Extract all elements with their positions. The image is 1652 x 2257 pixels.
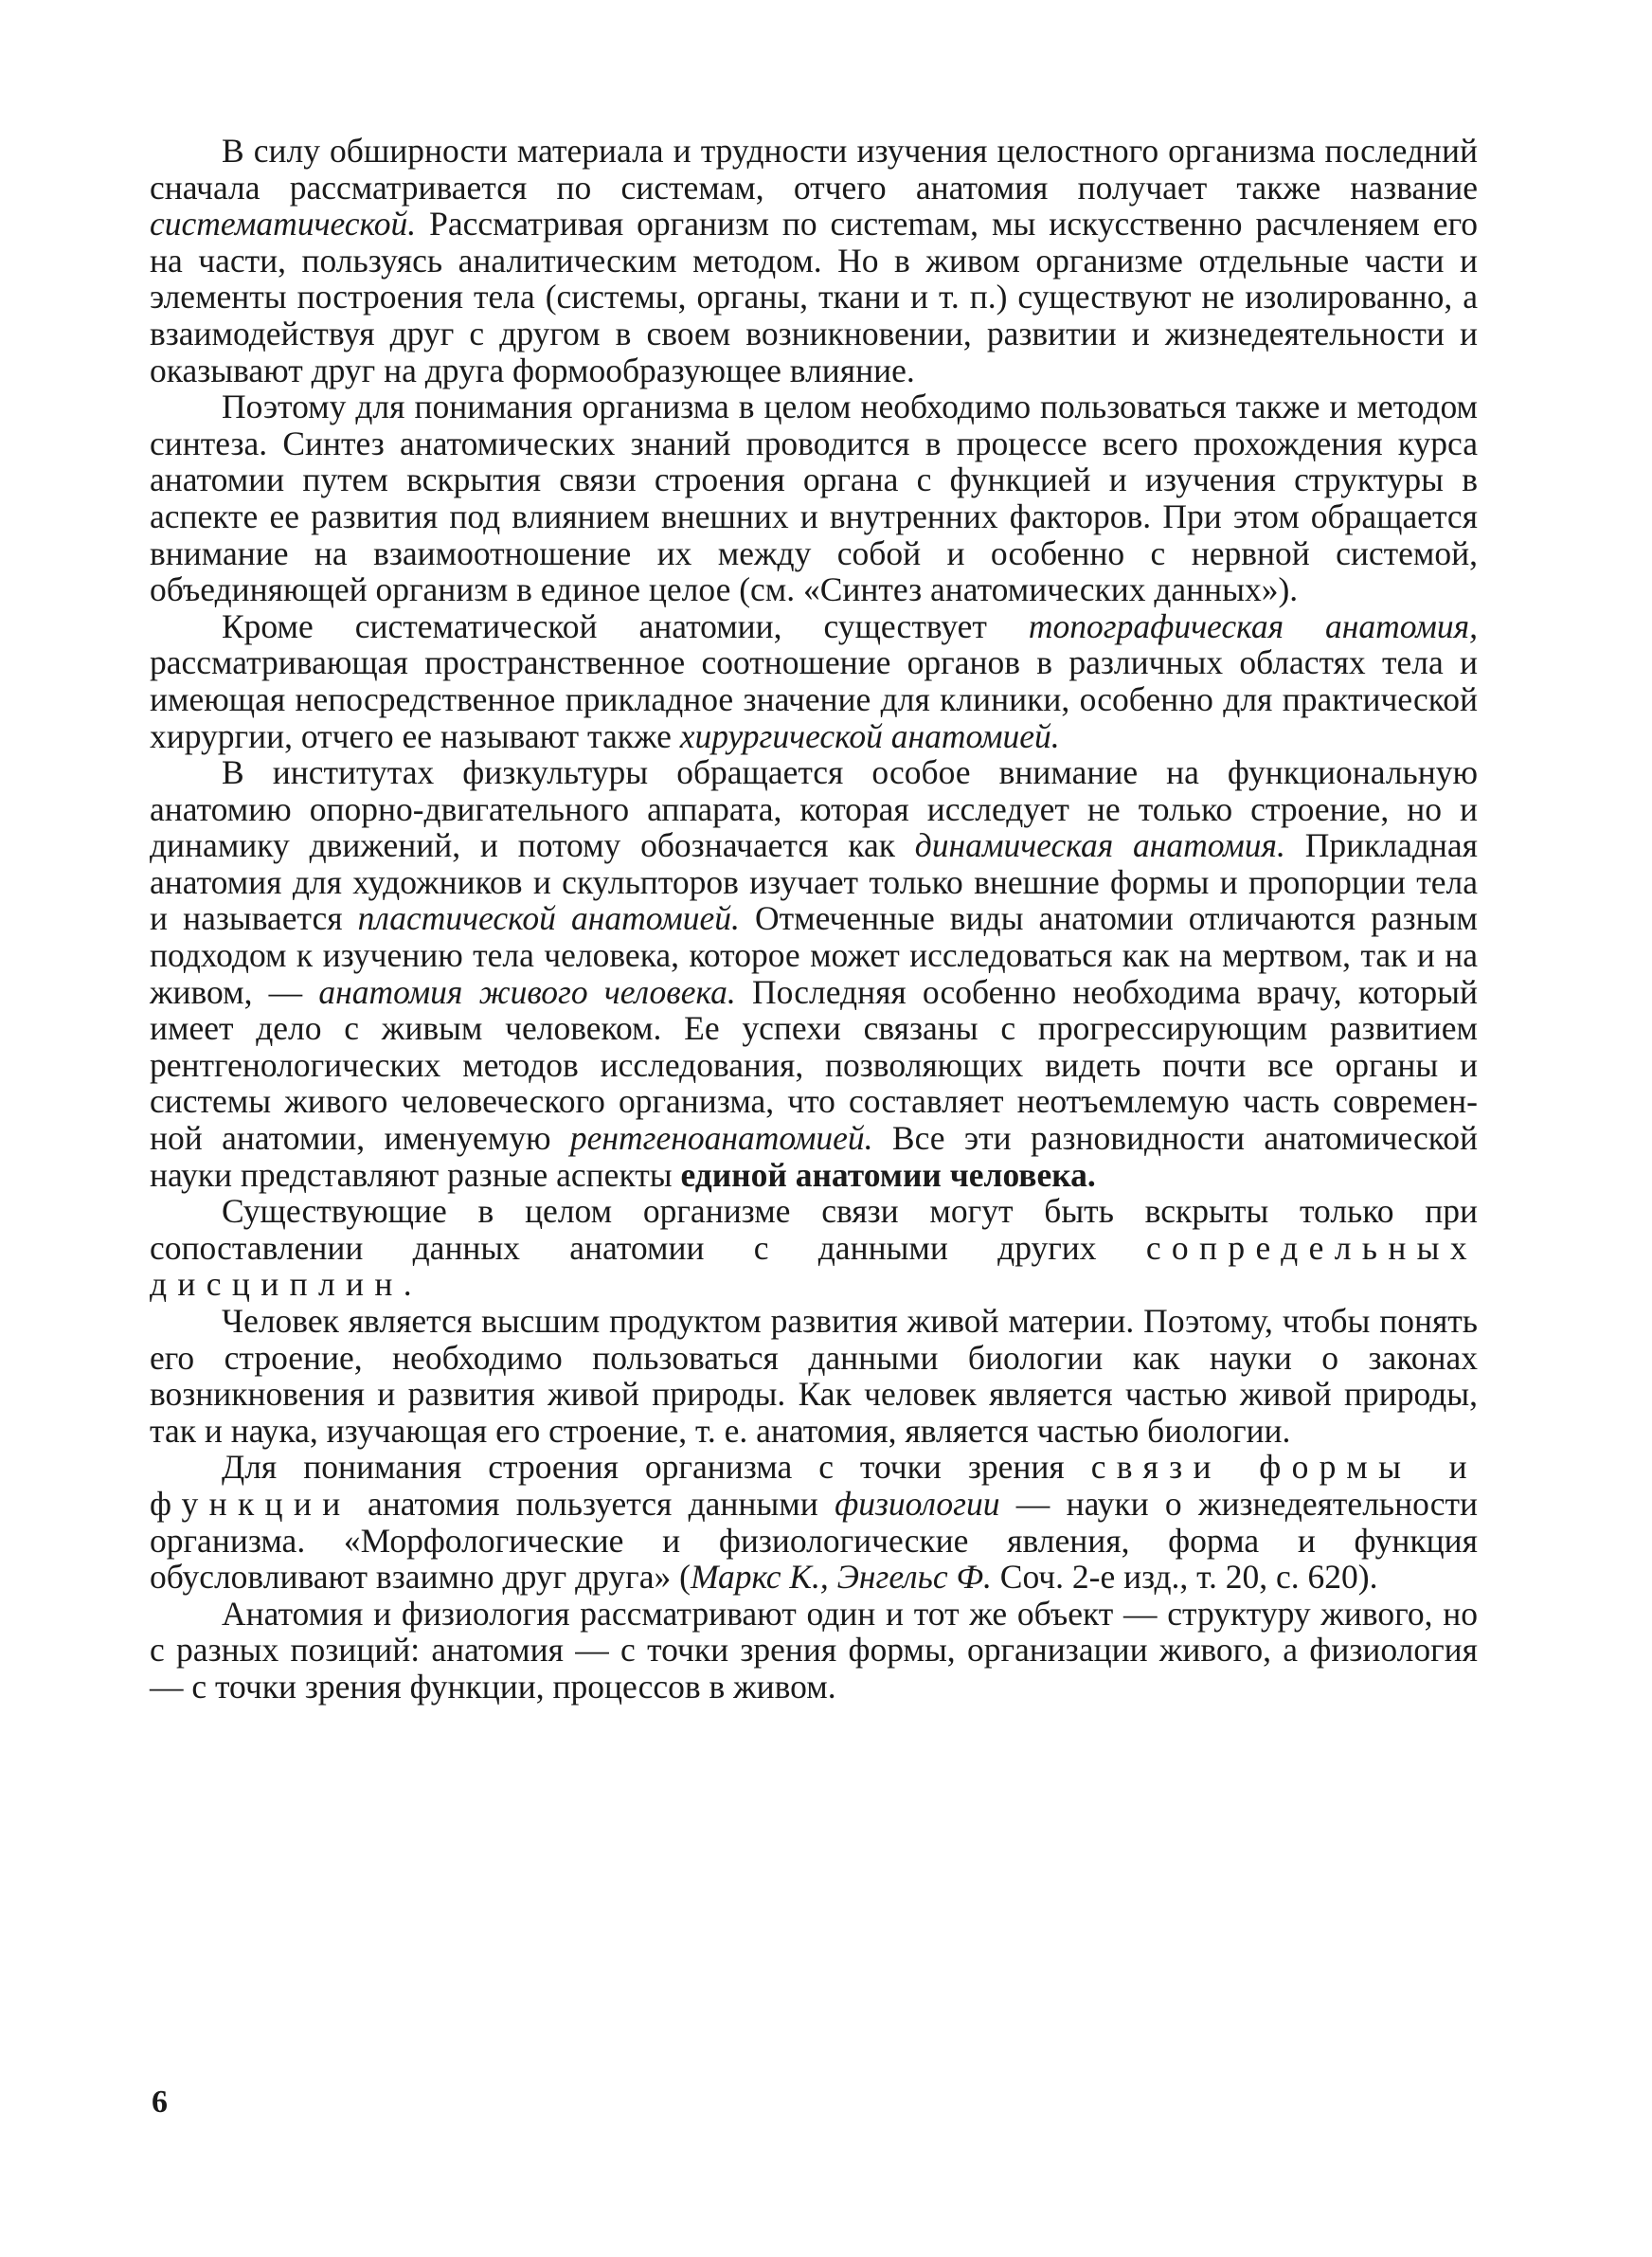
paragraph-biology-run-0: Человек является высшим продуктом развития живой материи. Поэтому, чтобы понять его строение, необходимо пользоваться данными биологии как науки о законах возникновения и развития живой природы. Как человек является частью живой природы, так и наука, изучающая его строение, т. е. анатомия, является частью биологии. xyxy=(150,1302,1478,1450)
paragraph-synthesis-run-0: Поэтому для понимания организма в целом необходимо пользоваться также и методом синтеза. Синтез анатомических знаний проводится в процессе всего прохождения курса анатомии путем вскрытия связи строения органа с функцией и изучения структуры в аспекте ее развития под влиянием внешних и внутренних факторов. При этом обращается внимание на взаимоотношение их между собой и особенно с нервной системой, объединяющей организм в единое целое (см. «Синтез анатомических данных»). xyxy=(150,388,1478,609)
paragraph-anatomy-physiology xyxy=(150,1596,1478,1706)
page-body xyxy=(150,133,1478,1706)
paragraph-physiology-run-3: физиологии xyxy=(835,1484,1000,1523)
paragraph-physiology-run-5: Маркс К., Энгельс Ф. xyxy=(690,1558,992,1597)
paragraph-anatomy-physiology-run-0: Анатомия и физиология рассматривают один и тот же объект — структуру живого, но с разных позиций: анатомия — с точки зрения формы, организации живого, а физиология — с точки зрения функции, процессов в живом. xyxy=(150,1594,1478,1706)
paragraph-dynamic-run-6: Последняя особенно необходима врачу, который имеет дело с живым человеком. Ее успехи связаны с прогрессирующим развитием рентгенологических методов исследования, позволяющих видеть почти все органы и системы живого человеческого организма, что составляет неотъемлемую часть современной анатомии, именуемую xyxy=(150,972,1478,1158)
paragraph-topographic xyxy=(150,608,1478,754)
paragraph-dynamic-run-4: Отмеченные виды анатомии отличаются разным подходом к изучению тела человека, которое может исследоваться как на мертвом, так и на живом, — xyxy=(150,899,1478,1011)
paragraph-topographic-run-1: топографическая анатомия, xyxy=(1028,606,1478,645)
paragraph-dynamic-run-9: единой анатомии человека. xyxy=(680,1155,1096,1194)
paragraph-systematic xyxy=(150,133,1478,388)
paragraph-physiology xyxy=(150,1449,1478,1595)
paragraph-topographic-run-0: Кроме систематической анатомии, существует xyxy=(222,606,1029,645)
paragraph-synthesis xyxy=(150,388,1478,608)
paragraph-dynamic-run-5: анатомия живого человека. xyxy=(318,972,736,1011)
paragraph-dynamic-run-3: пластической анатомией. xyxy=(357,899,740,938)
paragraph-dynamic-run-8: Все эти разновидности анатомической науки представляют разные аспекты xyxy=(150,1119,1478,1194)
paragraph-systematic-run-0: В силу обширности материала и трудности изучения целостного организма последний сначала рассматривается по системам, отчего анатомия получает также название xyxy=(150,132,1478,207)
paragraph-systematic-run-1: систематической. xyxy=(150,205,417,244)
paragraph-topographic-run-3: хирургической анатомией. xyxy=(679,716,1060,755)
paragraph-biology xyxy=(150,1303,1478,1449)
paragraph-physiology-run-1: связи формы и функции xyxy=(150,1448,1478,1523)
paragraph-dynamic-run-2: Прикладная анатомия для художников и скульпторов изучает только внешние формы и пропорции тела и называется xyxy=(150,826,1478,938)
paragraph-dynamic xyxy=(150,754,1478,1193)
paragraph-physiology-run-0: Для понимания строения организма с точки зрения xyxy=(222,1448,1091,1487)
paragraph-related-disciplines-run-0: Существующие в целом организме связи могут быть вскрыты только при сопоставлении данных анатомии с данными других xyxy=(150,1192,1478,1267)
page-number: 6 xyxy=(152,2085,168,2120)
paragraph-dynamic-run-7: рентгеноанатомией. xyxy=(569,1119,873,1158)
paragraph-topographic-run-2: рассматривающая пространственное соотношение органов в различных областях тела и имеющая непосредственное прикладное значение для клиники, особенно для практической хирургии, отчего ее называют также xyxy=(150,643,1478,755)
paragraph-dynamic-run-0: В институтах физкультуры обращается особое внимание на функциональную анатомию опорно-двигательного аппарата, которая исследует не только строение, но и динамику движений, и потому обозначается как xyxy=(150,753,1478,865)
paragraph-physiology-run-4: — науки о жизнедеятельности организма. «Морфологические и физиологические явления, форма и функция обусловливают взаимно друг друга» ( xyxy=(150,1484,1478,1597)
paragraph-systematic-run-2: Рассматривая организм по систеmам, мы искусственно расчленяем его на части, пользуясь аналитическим методом. Но в живом организме отдельные части и элементы построения тела (системы, органы, ткани и т. п.) существуют не изолированно, а взаимодействуя друг с другом в своем возникновении, развитии и жизнедеятельности и оказывают друг на друга формообразующее влияние. xyxy=(150,205,1478,389)
paragraph-physiology-run-2: анатомия пользуется данными xyxy=(350,1484,835,1523)
paragraph-physiology-run-6: Соч. 2-е изд., т. 20, с. 620). xyxy=(991,1558,1378,1597)
paragraph-related-disciplines-run-1: сопредельных дисциплин. xyxy=(150,1228,1478,1304)
paragraph-dynamic-run-1: динамическая анатомия. xyxy=(914,826,1285,865)
paragraph-related-disciplines xyxy=(150,1193,1478,1303)
